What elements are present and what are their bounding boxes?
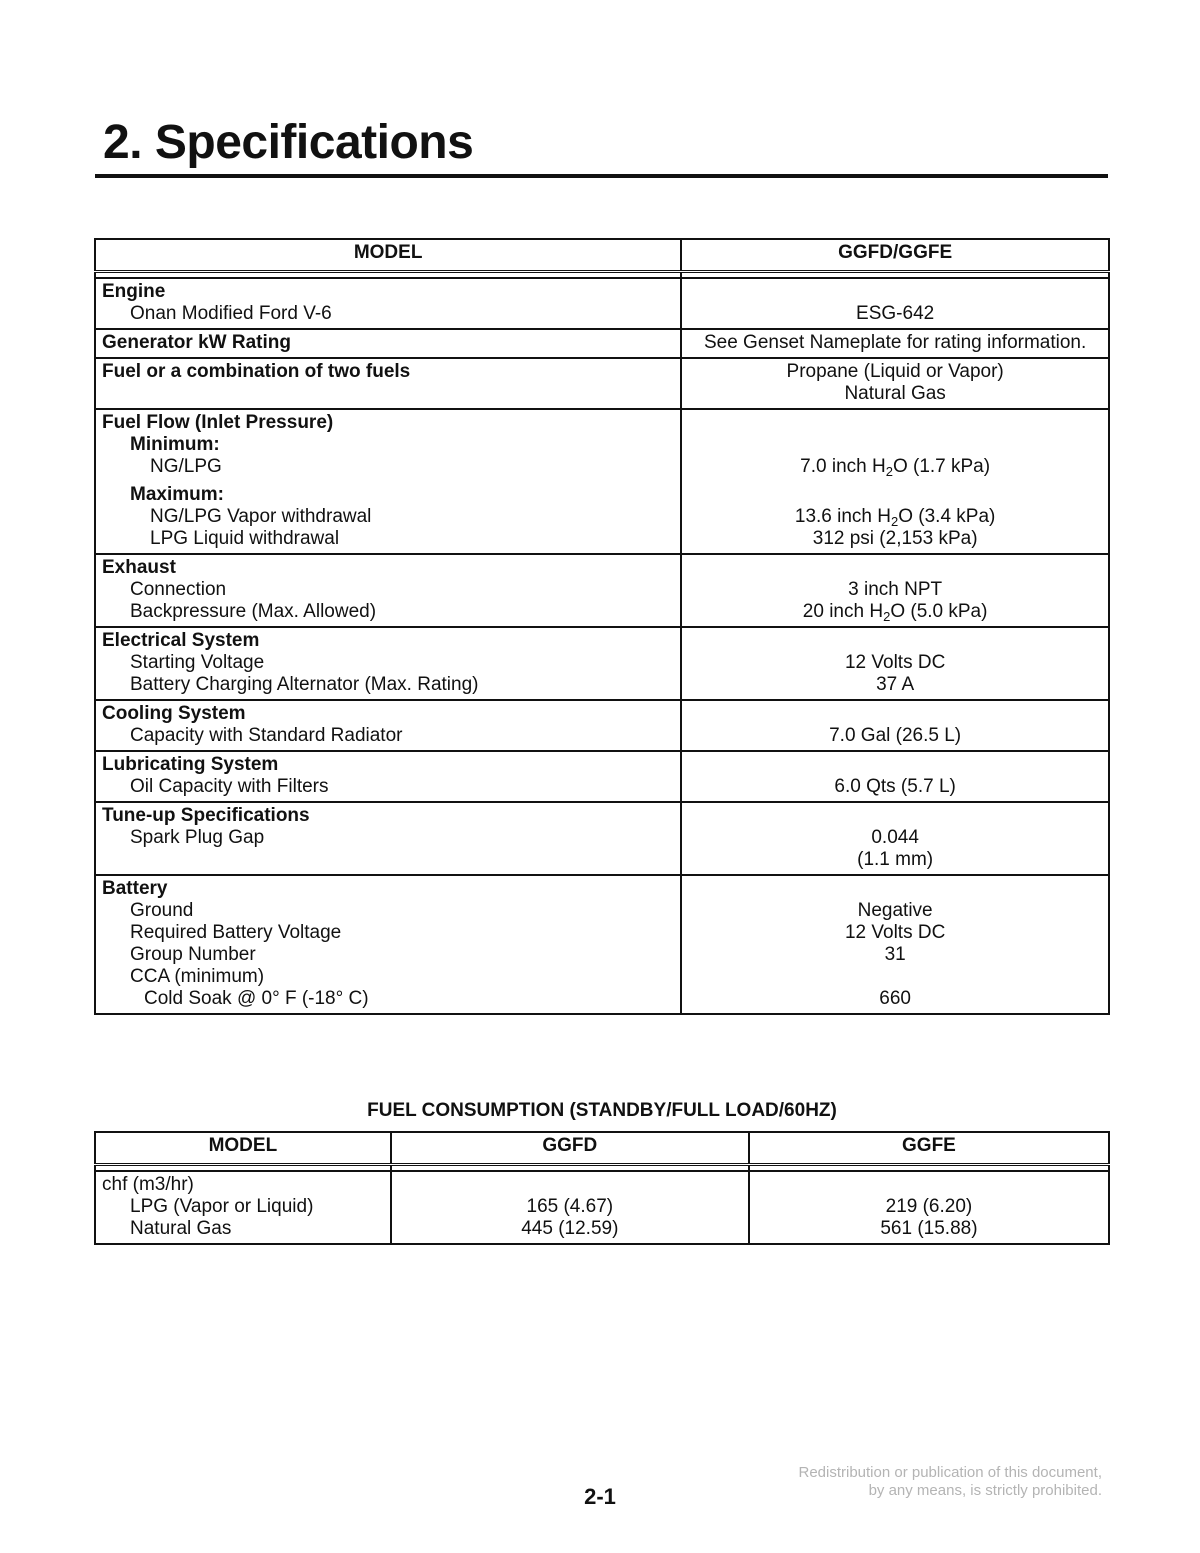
fuel-header-ggfd: GGFD bbox=[391, 1132, 749, 1165]
fuel-flow-min-value: 7.0 inch $H_2O$ (1.7 kPa) bbox=[800, 456, 991, 479]
spec-row-fuel-flow bbox=[95, 409, 1109, 554]
fuel-flow-max-item-2: LPG Liquid withdrawal bbox=[150, 528, 340, 549]
battery-item-2: Required Battery Voltage bbox=[130, 922, 342, 943]
fuel-value-1: Propane (Liquid or Vapor) bbox=[786, 361, 1004, 382]
fuel-flow-max-label: Maximum: bbox=[130, 484, 224, 505]
page-title: 2. Specifications bbox=[103, 116, 474, 169]
battery-heading: Battery bbox=[102, 878, 168, 899]
fuel-row-label-lpg: LPG (Vapor or Liquid) bbox=[130, 1196, 314, 1217]
electrical-item-1: Starting Voltage bbox=[130, 652, 265, 673]
kw-heading: Generator kW Rating bbox=[102, 332, 291, 353]
engine-item: Onan Modified Ford V-6 bbox=[130, 303, 332, 324]
tuneup-value-1: 0.044 bbox=[871, 827, 919, 848]
notice-line-2: by any means, is strictly prohibited. bbox=[868, 1482, 1102, 1499]
fuel-flow-min-item: NG/LPG bbox=[150, 456, 222, 477]
exhaust-heading: Exhaust bbox=[102, 557, 176, 578]
battery-item-4: CCA (minimum) bbox=[130, 966, 265, 987]
spec-row-exhaust bbox=[95, 554, 1109, 627]
battery-value-5: 660 bbox=[879, 988, 911, 1009]
electrical-item-2: Battery Charging Alternator (Max. Rating) bbox=[130, 674, 479, 695]
fuel-ggfd-ng: 445 (12.59) bbox=[521, 1218, 619, 1239]
fuel-header-row bbox=[95, 1132, 1109, 1165]
fuel-flow-max-value-2: 312 psi (2,153 kPa) bbox=[812, 528, 978, 549]
exhaust-value-1: 3 inch NPT bbox=[848, 579, 943, 600]
fuel-flow-max-item-1: NG/LPG Vapor withdrawal bbox=[150, 506, 372, 527]
fuel-flow-max-value-1: 13.6 inch $H_2O$ (3.4 kPa) bbox=[794, 506, 996, 529]
battery-value-1: Negative bbox=[857, 900, 933, 921]
page-number: 2-1 bbox=[584, 1484, 616, 1509]
fuel-heading: Fuel or a combination of two fuels bbox=[102, 361, 411, 382]
battery-item-5: Cold Soak @ 0° F (-18° C) bbox=[144, 988, 369, 1009]
spec-row-engine bbox=[95, 278, 1109, 329]
fuel-ggfe-lpg: 219 (6.20) bbox=[885, 1196, 973, 1217]
fuel-data-row bbox=[95, 1171, 1109, 1244]
spec-row-kw bbox=[95, 329, 1109, 358]
battery-item-3: Group Number bbox=[130, 944, 256, 965]
fuel-unit-label: chf (m3/hr) bbox=[102, 1174, 194, 1195]
fuel-consumption-title: FUEL CONSUMPTION (STANDBY/FULL LOAD/60HZ) bbox=[367, 1100, 837, 1121]
battery-value-3: 31 bbox=[884, 944, 906, 965]
tuneup-item: Spark Plug Gap bbox=[130, 827, 265, 848]
battery-item-1: Ground bbox=[130, 900, 194, 921]
electrical-value-2: 37 A bbox=[876, 674, 915, 695]
exhaust-value-2: 20 inch $H_2O$ (5.0 kPa) bbox=[802, 601, 988, 624]
fuel-ggfd-lpg: 165 (4.67) bbox=[526, 1196, 614, 1217]
spec-header-row bbox=[95, 239, 1109, 272]
tuneup-value-2: (1.1 mm) bbox=[857, 849, 934, 870]
cooling-heading: Cooling System bbox=[102, 703, 246, 724]
fuel-value-2: Natural Gas bbox=[844, 383, 946, 404]
spec-row-electrical bbox=[95, 627, 1109, 700]
spec-row-tuneup bbox=[95, 802, 1109, 875]
cooling-item: Capacity with Standard Radiator bbox=[130, 725, 403, 746]
electrical-value-1: 12 Volts DC bbox=[844, 652, 946, 673]
engine-heading: Engine bbox=[102, 281, 166, 302]
kw-value: See Genset Nameplate for rating information. bbox=[703, 332, 1087, 353]
spec-row-fuel bbox=[95, 358, 1109, 409]
lubricating-value: 6.0 Qts (5.7 L) bbox=[834, 776, 956, 797]
tuneup-heading: Tune-up Specifications bbox=[102, 805, 310, 826]
fuel-ggfe-ng: 561 (15.88) bbox=[880, 1218, 978, 1239]
lubricating-item: Oil Capacity with Filters bbox=[130, 776, 329, 797]
redistribution-notice bbox=[798, 1464, 1102, 1500]
exhaust-item-2: Backpressure (Max. Allowed) bbox=[130, 601, 377, 622]
spec-header-model: MODEL bbox=[95, 239, 681, 272]
engine-value: ESG-642 bbox=[856, 303, 935, 324]
specifications-table bbox=[94, 238, 1110, 1015]
fuel-row-label-ng: Natural Gas bbox=[130, 1218, 232, 1239]
spec-header-value: GGFD/GGFE bbox=[681, 239, 1109, 272]
fuel-flow-heading: Fuel Flow (Inlet Pressure) bbox=[102, 412, 334, 433]
exhaust-item-1: Connection bbox=[130, 579, 227, 600]
spec-row-cooling bbox=[95, 700, 1109, 751]
fuel-header-model: MODEL bbox=[95, 1132, 391, 1165]
spec-row-lubricating bbox=[95, 751, 1109, 802]
fuel-header-ggfe: GGFE bbox=[749, 1132, 1109, 1165]
spec-row-battery bbox=[95, 875, 1109, 1014]
lubricating-heading: Lubricating System bbox=[102, 754, 279, 775]
battery-value-2: 12 Volts DC bbox=[844, 922, 946, 943]
cooling-value: 7.0 Gal (26.5 L) bbox=[829, 725, 962, 746]
electrical-heading: Electrical System bbox=[102, 630, 260, 651]
notice-line-1: Redistribution or publication of this document, bbox=[798, 1464, 1102, 1481]
title-rule bbox=[95, 174, 1108, 178]
fuel-consumption-table bbox=[94, 1131, 1110, 1245]
fuel-flow-min-label: Minimum: bbox=[130, 434, 220, 455]
